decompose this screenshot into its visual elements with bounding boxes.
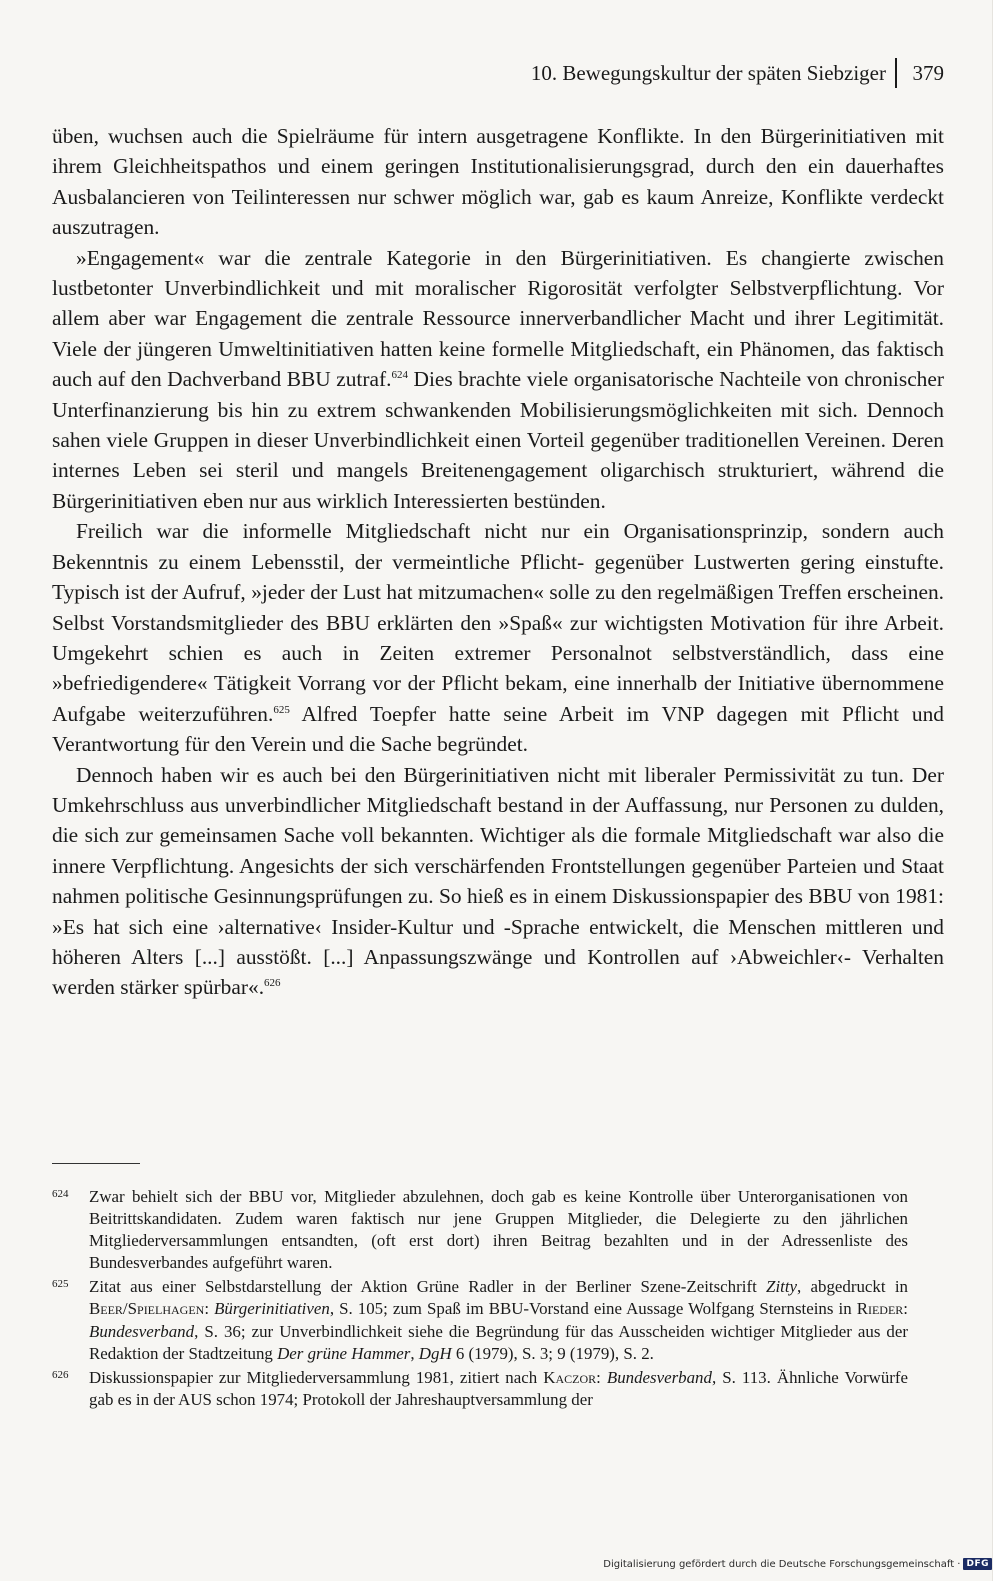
footnote <box>52 1367 908 1411</box>
footnote-text <box>89 1187 908 1272</box>
footnote-text <box>89 1368 908 1409</box>
footnote-segment: : <box>903 1299 908 1319</box>
footnote-ref[interactable]: 626 <box>264 977 281 990</box>
footnote-segment: 6 (1979), S. 3; 9 (1979), S. 2. <box>451 1343 654 1363</box>
dfg-logo: DFG <box>963 1558 992 1570</box>
page-number: 379 <box>912 61 944 85</box>
footnote-segment: , abgedruckt in <box>797 1277 908 1297</box>
paragraph: Dennoch haben wir es auch bei den Bürgerinitiativen nicht mit liberaler Permissivität zu tun. Der Umkehrschluss aus unverbindlicher Mitgliedschaft bestand in der Auffassung, nur Personen zu dulden, die sich zur gemeinsamen Sache voll bekannten. Wichtiger als die formale Mitgliedschaft war also die innere Verpflichtung. Angesichts der sich verschärfenden Frontstellungen gegenüber Parteien und Staat nahmen politische Gesinnungsprüfungen zu. So hieß es in einem Diskussionspapier des BBU von 1981: »Es hat sich eine ›alternative‹ Insider-Kultur und -Sprache entwickelt, die Menschen mittleren und höheren Alters [...] ausstößt. [...] Anpassungszwänge und Kontrollen auf ›Abweichler‹- Verhalten werden stärker spürbar«.$^{626}$ <box>52 762 944 1000</box>
footnote-segment: DgH <box>418 1343 452 1363</box>
footnote-segment: , S. 113. Ähnliche Vorwürfe gab es in der AUS schon 1974; Protokoll der Jahreshauptversammlung der <box>89 1367 909 1409</box>
footnote-segment: Diskussionspapier zur Mitgliederversammlung 1981, zitiert nach <box>89 1367 544 1387</box>
footnote-segment: Zwar behielt sich der BBU vor, Mitglieder abzulehnen, doch gab es keine Kontrolle über Unterorganisationen von Beitrittskandidaten. Zudem waren faktisch nur jene Gruppen Mitglieder, die Delegierte zu den jährlichen Mitgliederversammlungen entsandten, (oft erst dort) ihren Beitrag bezahlten und in der Adressenliste des Bundesverbandes aufgeführt waren. <box>89 1187 908 1273</box>
digitization-credit <box>603 1558 992 1570</box>
footnote-ref[interactable]: 625 <box>273 703 290 716</box>
footnote-separator <box>52 1163 140 1164</box>
footnote-segment: Beer/Spielhagen <box>89 1299 205 1319</box>
credit-text: Digitalisierung gefördert durch die Deutsche Forschungsgemeinschaft · <box>603 1558 961 1570</box>
footnotes <box>52 1186 908 1413</box>
footnote-segment: Bürgerinitiativen <box>214 1299 330 1319</box>
running-head <box>52 58 944 88</box>
footnote-text <box>89 1277 908 1362</box>
chapter-title: 10. Bewegungskultur der späten Siebziger <box>530 61 886 85</box>
running-head-divider <box>895 58 897 88</box>
footnote <box>52 1186 908 1274</box>
footnote-segment: , <box>410 1343 419 1363</box>
footnote-segment: : <box>596 1367 607 1387</box>
footnote-segment: Kaczor <box>543 1367 597 1387</box>
paragraph: Freilich war die informelle Mitgliedschaft nicht nur ein Organisationsprinzip, sondern auch Bekenntnis zu einem Lebensstil, der vermeintliche Pflicht- gegenüber Lustwerten gering einstufte. Typisch ist der Aufruf, »jeder der Lust hat mitzumachen« solle zu den regelmäßigen Treffen erscheinen. Selbst Vorstandsmitglieder des BBU erklärten den »Spaß« zur wichtigsten Motivation für ihre Arbeit. Umgekehrt schien es auch in Zeiten extremer Personalnot selbstverständlich, dass eine »befriedigendere« Tätigkeit Vorrang vor der Pflicht bekam, eine innerhalb der Initiative übernommene Aufgabe weiterzuführen.$^{625}$ Alfred Toepfer hatte seine Arbeit im VNP dagegen mit Pflicht und Verantwortung für den Verein und die Sache begründet. <box>52 519 944 757</box>
footnote <box>52 1276 908 1364</box>
footnote-segment: , S. 36; zur Unverbindlichkeit siehe die Begründung für das Ausscheiden wichtiger Mitglieder aus der Redaktion der Stadtzeitung <box>89 1321 908 1363</box>
paragraph: üben, wuchsen auch die Spielräume für intern ausgetragene Konflikte. In den Bürgerinitiativen mit ihrem Gleichheitspathos und einem geringen Institutionalisierungsgrad, durch den ein dauerhaftes Ausbalancieren von Teilinteressen nur schwer möglich war, gab es kaum Anreize, Konflikte verdeckt auszutragen. <box>52 124 944 240</box>
footnote-number: 624 <box>52 1188 69 1200</box>
footnote-segment: Bundesverband <box>606 1367 712 1387</box>
footnote-segment: Bundesverband <box>89 1321 195 1341</box>
footnote-segment: Zitty <box>766 1277 798 1297</box>
footnote-ref[interactable]: 624 <box>391 369 408 382</box>
footnote-segment: Zitat aus einer Selbstdarstellung der Aktion Grüne Radler in der Berliner Szene-Zeitschrift <box>89 1277 767 1297</box>
footnote-segment: Rieder <box>856 1299 904 1319</box>
footnote-number: 626 <box>52 1368 69 1381</box>
footnote-segment: , S. 105; zum Spaß im BBU-Vorstand eine Aussage Wolfgang Sternsteins in <box>329 1299 857 1319</box>
footnote-number: 625 <box>52 1278 69 1291</box>
main-text <box>52 121 944 1003</box>
paragraph: »Engagement« war die zentrale Kategorie in den Bürgerinitiativen. Es changierte zwischen lustbetonter Unverbindlichkeit und mit moralischer Rigorosität verfolgter Selbstverpflichtung. Vor allem aber war Engagement die zentrale Ressource innerverbandlicher Macht und ihrer Legitimität. Viele der jüngeren Umweltinitiativen hatten keine formelle Mitgliedschaft, ein Phänomen, das faktisch auch auf den Dachverband BBU zutraf.$^{624}$ Dies brachte viele organisatorische Nachteile von chronischer Unterfinanzierung bis hin zu extrem schwankenden Mobilisierungsmöglichkeiten mit sich. Dennoch sahen viele Gruppen in dieser Unverbindlichkeit einen Vorteil gegenüber traditionellen Vereinen. Deren internes Leben sei steril und mangels Breitenengagement oligarchisch strukturiert, während die Bürgerinitiativen eben nur aus wirklich Interessierten bestünden. <box>52 245 945 513</box>
footnote-segment: Der grüne Hammer <box>277 1343 411 1363</box>
footnote-segment: : <box>204 1299 215 1319</box>
